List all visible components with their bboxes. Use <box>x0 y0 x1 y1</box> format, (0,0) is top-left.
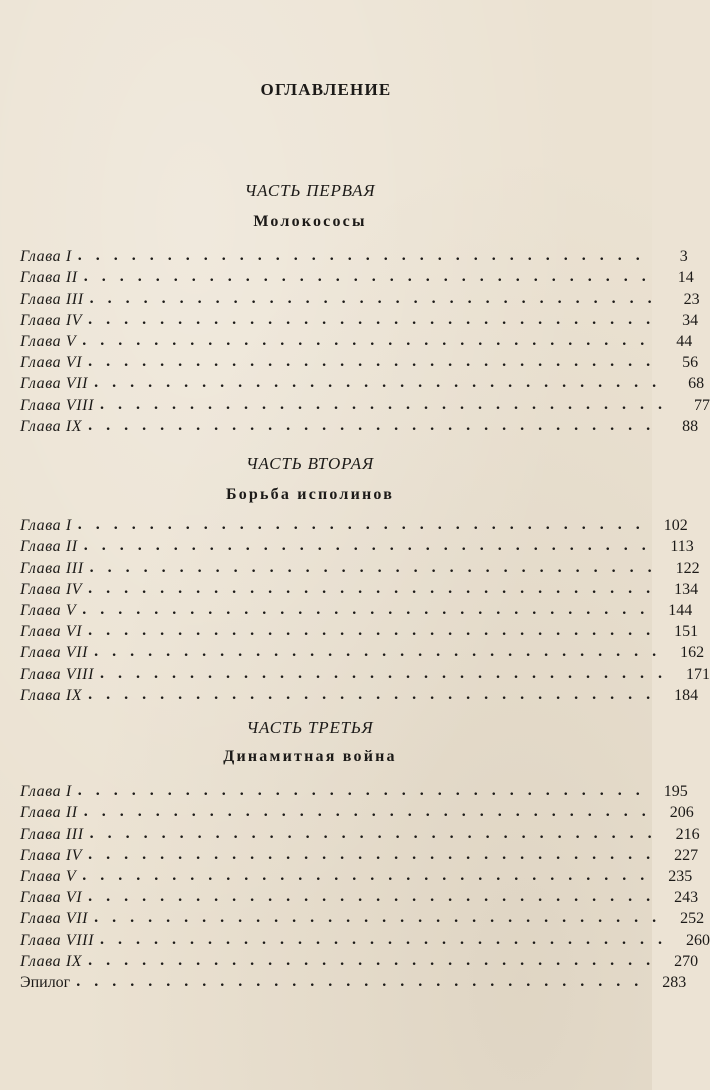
toc-entry <box>20 266 694 287</box>
page-number: 122 <box>675 559 700 577</box>
dot-leader: ................................ <box>89 289 666 307</box>
dot-leader: ................................ <box>77 516 654 534</box>
dot-leader: ................................ <box>88 579 665 597</box>
toc-entry <box>20 662 710 683</box>
page-number: 68 <box>688 375 705 393</box>
toc-list <box>20 514 710 705</box>
page-number: 260 <box>686 931 710 949</box>
chapter-label: Глава VI <box>20 623 83 641</box>
dot-leader: ................................ <box>88 310 665 328</box>
chapter-label: Глава IX <box>20 952 83 970</box>
dot-leader: ................................ <box>88 888 665 906</box>
dot-leader: ................................ <box>88 685 665 703</box>
chapter-label: Глава VI <box>20 354 83 372</box>
page-number: 44 <box>676 332 693 350</box>
toc-entry <box>20 556 700 577</box>
page-number: 113 <box>670 538 694 556</box>
chapter-label: Глава II <box>20 804 78 822</box>
toc-entry <box>20 351 699 372</box>
dot-leader: ................................ <box>89 558 666 576</box>
dot-leader: ................................ <box>76 972 653 990</box>
toc-list <box>20 780 710 992</box>
dot-leader: ................................ <box>100 395 677 413</box>
toc-entry <box>20 886 699 907</box>
chapter-label: Глава IV <box>20 311 83 329</box>
dot-leader: ................................ <box>83 803 660 821</box>
page-number: 227 <box>674 846 699 864</box>
dot-leader: ................................ <box>83 537 660 555</box>
dot-leader: ................................ <box>88 353 665 371</box>
chapter-label: Глава II <box>20 538 78 556</box>
chapter-label: Глава VI <box>20 889 83 907</box>
toc-title: ОГЛАВЛЕНИЕ <box>260 80 392 99</box>
part-subtitle: Борьба исполинов <box>225 486 395 503</box>
part-heading: ЧАСТЬ ВТОРАЯ <box>246 454 374 473</box>
dot-leader: ................................ <box>94 909 671 927</box>
page-number: 56 <box>682 354 699 372</box>
chapter-label: Глава VIII <box>20 665 95 683</box>
dot-leader: ................................ <box>88 416 665 434</box>
toc-entry <box>20 928 710 949</box>
toc-entry <box>20 287 700 308</box>
chapter-label: Глава I <box>20 248 72 266</box>
part-heading: ЧАСТЬ ПЕРВАЯ <box>244 181 376 200</box>
toc-entry <box>20 393 710 414</box>
page-number: 3 <box>679 248 688 266</box>
dot-leader: ................................ <box>89 824 666 842</box>
dot-leader: ................................ <box>82 600 659 618</box>
page-number: 270 <box>674 952 699 970</box>
chapter-label: Глава IX <box>20 686 83 704</box>
toc-entry <box>20 822 700 843</box>
chapter-label: Глава V <box>20 601 77 619</box>
chapter-label: Глава I <box>20 517 72 535</box>
dot-leader: ................................ <box>82 331 659 349</box>
toc-entry <box>20 780 688 801</box>
chapter-label: Глава III <box>20 559 84 577</box>
toc-entry <box>20 950 699 971</box>
dot-leader: ................................ <box>100 930 677 948</box>
toc-entry <box>20 844 699 865</box>
chapter-label: Глава VIII <box>20 396 95 414</box>
chapter-label: Глава VII <box>20 644 89 662</box>
page-number: 206 <box>669 804 694 822</box>
page-number: 235 <box>668 867 693 885</box>
page-number: 283 <box>662 973 687 991</box>
page-number: 216 <box>675 825 700 843</box>
page-number: 23 <box>683 290 700 308</box>
toc-entry <box>20 599 693 620</box>
toc-entry <box>20 245 688 266</box>
page-number: 171 <box>686 665 710 683</box>
dot-leader: ................................ <box>88 951 665 969</box>
dot-leader: ................................ <box>94 374 671 392</box>
chapter-label: Глава V <box>20 332 77 350</box>
dot-leader: ................................ <box>100 664 677 682</box>
toc-entry <box>20 330 693 351</box>
toc-entry <box>20 641 705 662</box>
chapter-label: Эпилог <box>20 973 71 991</box>
chapter-label: Глава VIII <box>20 931 95 949</box>
page-number: 184 <box>674 686 699 704</box>
part-subtitle: Молокососы <box>253 213 367 230</box>
part-subtitle: Динамитная война <box>223 748 397 765</box>
dot-leader: ................................ <box>77 247 654 265</box>
dot-leader: ................................ <box>82 866 659 884</box>
toc-entry <box>20 971 687 992</box>
toc-entry <box>20 578 699 599</box>
page-number: 195 <box>663 783 688 801</box>
part-heading: ЧАСТЬ ТРЕТЬЯ <box>246 718 374 737</box>
toc-entry <box>20 801 694 822</box>
page-number: 134 <box>674 580 699 598</box>
chapter-label: Глава II <box>20 269 78 287</box>
toc-entry <box>20 415 699 436</box>
chapter-label: Глава V <box>20 867 77 885</box>
chapter-label: Глава III <box>20 825 84 843</box>
chapter-label: Глава IV <box>20 580 83 598</box>
page-number: 102 <box>663 517 688 535</box>
toc-entry <box>20 309 699 330</box>
page-number: 88 <box>682 417 699 435</box>
page-number: 144 <box>668 601 693 619</box>
dot-leader: ................................ <box>94 643 671 661</box>
page-number: 14 <box>677 269 694 287</box>
page-number: 162 <box>680 644 705 662</box>
page-number: 252 <box>680 910 705 928</box>
dot-leader: ................................ <box>88 845 665 863</box>
toc-entry <box>20 907 705 928</box>
page-number: 151 <box>674 623 699 641</box>
toc-entry <box>20 535 694 556</box>
toc-list <box>20 245 710 436</box>
page-number: 34 <box>682 311 699 329</box>
dot-leader: ................................ <box>83 268 660 286</box>
dot-leader: ................................ <box>88 622 665 640</box>
toc-entry <box>20 684 699 705</box>
chapter-label: Глава VII <box>20 375 89 393</box>
chapter-label: Глава VII <box>20 910 89 928</box>
chapter-label: Глава IV <box>20 846 83 864</box>
toc-entry <box>20 514 688 535</box>
chapter-label: Глава III <box>20 290 84 308</box>
chapter-label: Глава IX <box>20 417 83 435</box>
toc-entry <box>20 865 693 886</box>
toc-entry <box>20 620 699 641</box>
chapter-label: Глава I <box>20 783 72 801</box>
page-number: 77 <box>694 396 710 414</box>
page-number: 243 <box>674 889 699 907</box>
toc-entry <box>20 372 705 393</box>
dot-leader: ................................ <box>77 782 654 800</box>
